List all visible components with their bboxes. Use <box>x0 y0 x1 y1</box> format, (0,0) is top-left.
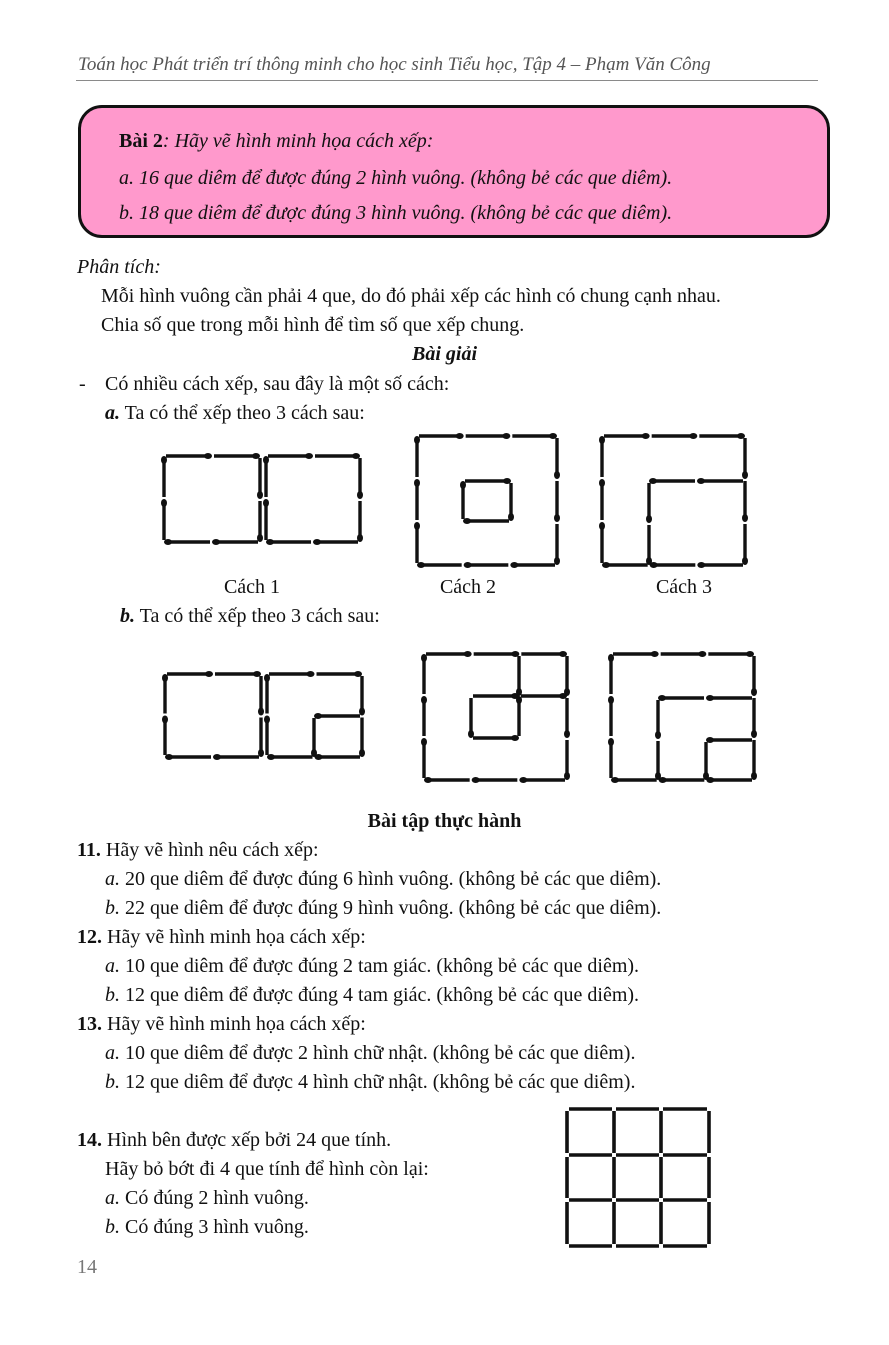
part-b-label: b. <box>120 605 135 627</box>
exercise-11-a-label: a. <box>105 868 120 890</box>
exercise-14-b-label: b. <box>105 1216 120 1238</box>
solution-dash: - <box>79 373 86 395</box>
problem-prompt: : Hãy vẽ hình minh họa cách xếp: <box>162 130 434 152</box>
page-number: 14 <box>77 1256 97 1278</box>
solution-heading: Bài giải <box>411 343 477 365</box>
analysis-line-1: Mỗi hình vuông cần phải 4 que, do đó phải xếp các hình có chung cạnh nhau. <box>101 285 721 307</box>
exercise-14-b-text: Có đúng 3 hình vuông. <box>120 1216 309 1238</box>
exercise-13-b-text: 12 que diêm để được 4 hình chữ nhật. (không bẻ các que diêm). <box>120 1071 636 1093</box>
running-header: Toán học Phát triển trí thông minh cho học sinh Tiểu học, Tập 4 – Phạm Văn Công <box>78 54 711 75</box>
exercise-12-b-label: b. <box>105 984 120 1006</box>
exercise-14-a-text: Có đúng 2 hình vuông. <box>120 1187 309 1209</box>
exercise-11-number: 11. <box>77 839 101 861</box>
solution-intro: Có nhiều cách xếp, sau đây là một số cách: <box>105 373 450 395</box>
exercise-13-number: 13. <box>77 1013 102 1035</box>
problem-part-a: a. 16 que diêm để được đúng 2 hình vuông. (không bẻ các que diêm). <box>119 167 673 189</box>
exercise-14-text: Hình bên được xếp bởi 24 que tính. <box>102 1129 392 1151</box>
exercise-14-a-label: a. <box>105 1187 120 1209</box>
analysis-heading: Phân tích: <box>77 256 161 278</box>
exercise-12-text: Hãy vẽ hình minh họa cách xếp: <box>102 926 366 948</box>
caption-cach-3: Cách 3 <box>655 576 713 598</box>
problem-label: Bài 2 <box>119 130 163 152</box>
problem-part-b: b. 18 que diêm để được đúng 3 hình vuông. (không bẻ các que diêm). <box>119 202 673 224</box>
practice-heading: Bài tập thực hành <box>367 810 522 832</box>
part-a-label: a. <box>105 402 120 424</box>
exercise-13-a-text: 10 que diêm để được 2 hình chữ nhật. (không bẻ các que diêm). <box>120 1042 636 1064</box>
exercise-13-b-label: b. <box>105 1071 120 1093</box>
exercise-12-number: 12. <box>77 926 102 948</box>
exercise-11-b-text: 22 que diêm để được đúng 9 hình vuông. (không bẻ các que diêm). <box>120 897 662 919</box>
part-b-text: Ta có thể xếp theo 3 cách sau: <box>135 605 380 627</box>
exercise-12-a-label: a. <box>105 955 120 977</box>
exercise-14-number: 14. <box>77 1129 102 1151</box>
exercise-14-line-2: Hãy bỏ bớt đi 4 que tính để hình còn lại: <box>105 1158 429 1180</box>
exercise-11-text: Hãy vẽ hình nêu cách xếp: <box>100 839 319 861</box>
caption-cach-2: Cách 2 <box>439 576 497 598</box>
exercise-12-a-text: 10 que diêm để được đúng 2 tam giác. (không bẻ các que diêm). <box>120 955 640 977</box>
analysis-line-2: Chia số que trong mỗi hình để tìm số que xếp chung. <box>101 314 525 336</box>
exercise-13-text: Hãy vẽ hình minh họa cách xếp: <box>102 1013 366 1035</box>
exercise-13-a-label: a. <box>105 1042 120 1064</box>
exercise-11-b-label: b. <box>105 897 120 919</box>
exercise-12-b-text: 12 que diêm để được đúng 4 tam giác. (không bẻ các que diêm). <box>120 984 640 1006</box>
exercise-11-a-text: 20 que diêm để được đúng 6 hình vuông. (không bẻ các que diêm). <box>120 868 662 890</box>
part-a-text: Ta có thể xếp theo 3 cách sau: <box>120 402 365 424</box>
caption-cach-1: Cách 1 <box>223 576 281 598</box>
